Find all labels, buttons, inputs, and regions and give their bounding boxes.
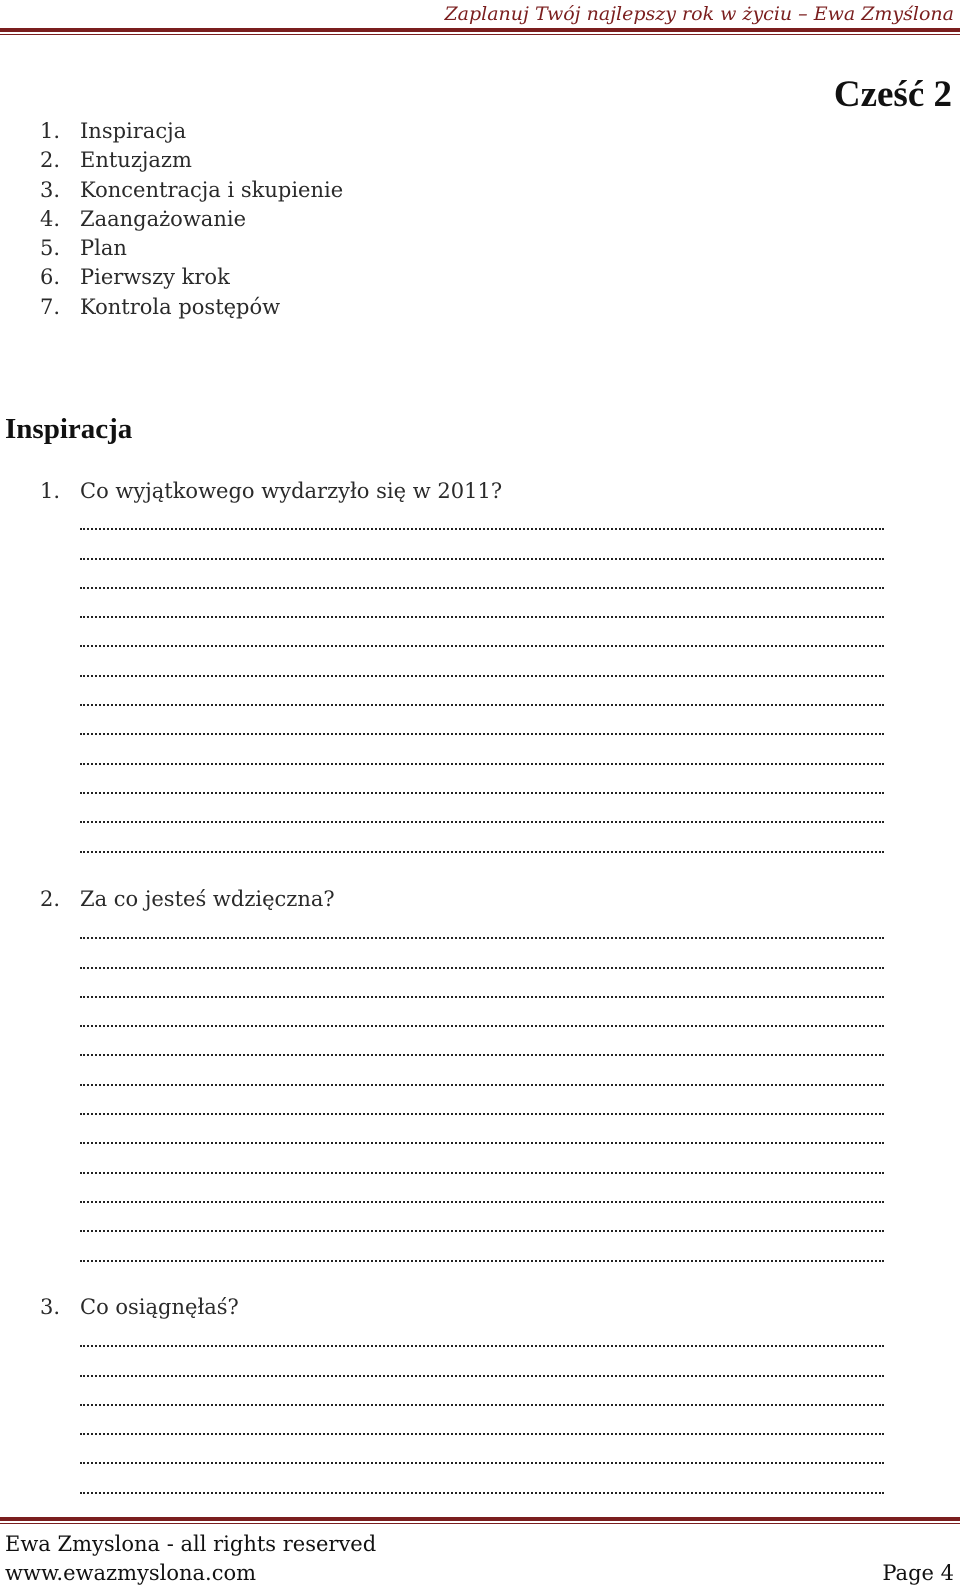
answer-line[interactable] [80,1056,884,1085]
toc-item-label: Zaangażowanie [80,206,246,231]
toc-item-number: 5. [40,236,61,261]
answer-line[interactable] [80,969,884,998]
answer-line[interactable] [80,794,884,823]
toc-item-number: 7. [40,294,61,319]
toc-item-label: Kontrola postępów [80,294,281,319]
answer-line[interactable] [80,998,884,1027]
answer-line[interactable] [80,501,884,530]
answer-line[interactable] [80,1203,884,1232]
answer-line[interactable] [80,765,884,794]
toc-item [40,293,343,322]
running-header: Zaplanuj Twój najlepszy rok w życiu – Ewa Zmyślona [444,3,954,25]
toc-item [40,176,343,205]
answer-line[interactable] [80,735,884,764]
toc-item-number: 2. [40,148,61,173]
answer-line[interactable] [80,1232,884,1261]
answer-line[interactable] [80,706,884,735]
toc-item-label: Koncentracja i skupienie [80,177,344,202]
footer-rule-thin [0,1523,960,1524]
toc-item [40,205,343,234]
answer-line[interactable] [80,939,884,968]
table-of-contents [40,117,343,322]
answer-line[interactable] [80,1406,884,1435]
answer-lines-2 [80,910,884,1262]
question-text: Co wyjątkowego wydarzyło się w 2011? [80,479,503,503]
toc-item-label: Plan [80,236,127,261]
footer-website: www.ewazmyslona.com [5,1561,257,1585]
answer-line[interactable] [80,1115,884,1144]
toc-item-number: 4. [40,206,61,231]
question-text: Co osiągnęłaś? [80,1295,239,1319]
part-title: Cześć 2 [833,74,952,115]
answer-lines-1 [80,501,884,853]
header-rule-thin [0,34,960,35]
answer-line[interactable] [80,560,884,589]
toc-item [40,234,343,263]
footer-rule-thick [0,1517,960,1521]
toc-item-number: 6. [40,265,61,290]
answer-line[interactable] [80,1318,884,1347]
footer-copyright: Ewa Zmyslona - all rights reserved [5,1532,377,1556]
answer-line[interactable] [80,1027,884,1056]
toc-item [40,263,343,292]
toc-item-label: Pierwszy krok [80,265,230,290]
question-number: 1. [40,479,61,503]
answer-line[interactable] [80,589,884,618]
toc-item [40,146,343,175]
toc-item-label: Inspiracja [80,119,187,143]
answer-line[interactable] [80,1144,884,1173]
header-rule-thick [0,28,960,32]
toc-item-label: Entuzjazm [80,148,192,173]
answer-line[interactable] [80,530,884,559]
answer-line[interactable] [80,1174,884,1203]
answer-line[interactable] [80,1435,884,1464]
question-number: 3. [40,1295,61,1319]
answer-line[interactable] [80,1377,884,1406]
answer-line[interactable] [80,823,884,852]
toc-item-number: 3. [40,177,61,202]
answer-line[interactable] [80,1347,884,1376]
question-text: Za co jesteś wdzięczna? [80,887,335,911]
toc-item-number: 1. [40,119,61,143]
question-number: 2. [40,887,61,911]
answer-line[interactable] [80,1086,884,1115]
answer-line[interactable] [80,677,884,706]
answer-lines-3 [80,1318,884,1494]
footer-page-number: Page 4 [882,1561,954,1585]
answer-line[interactable] [80,647,884,676]
section-heading: Inspiracja [5,413,133,445]
answer-line[interactable] [80,1464,884,1493]
toc-item [40,117,343,146]
answer-line[interactable] [80,910,884,939]
answer-line[interactable] [80,618,884,647]
